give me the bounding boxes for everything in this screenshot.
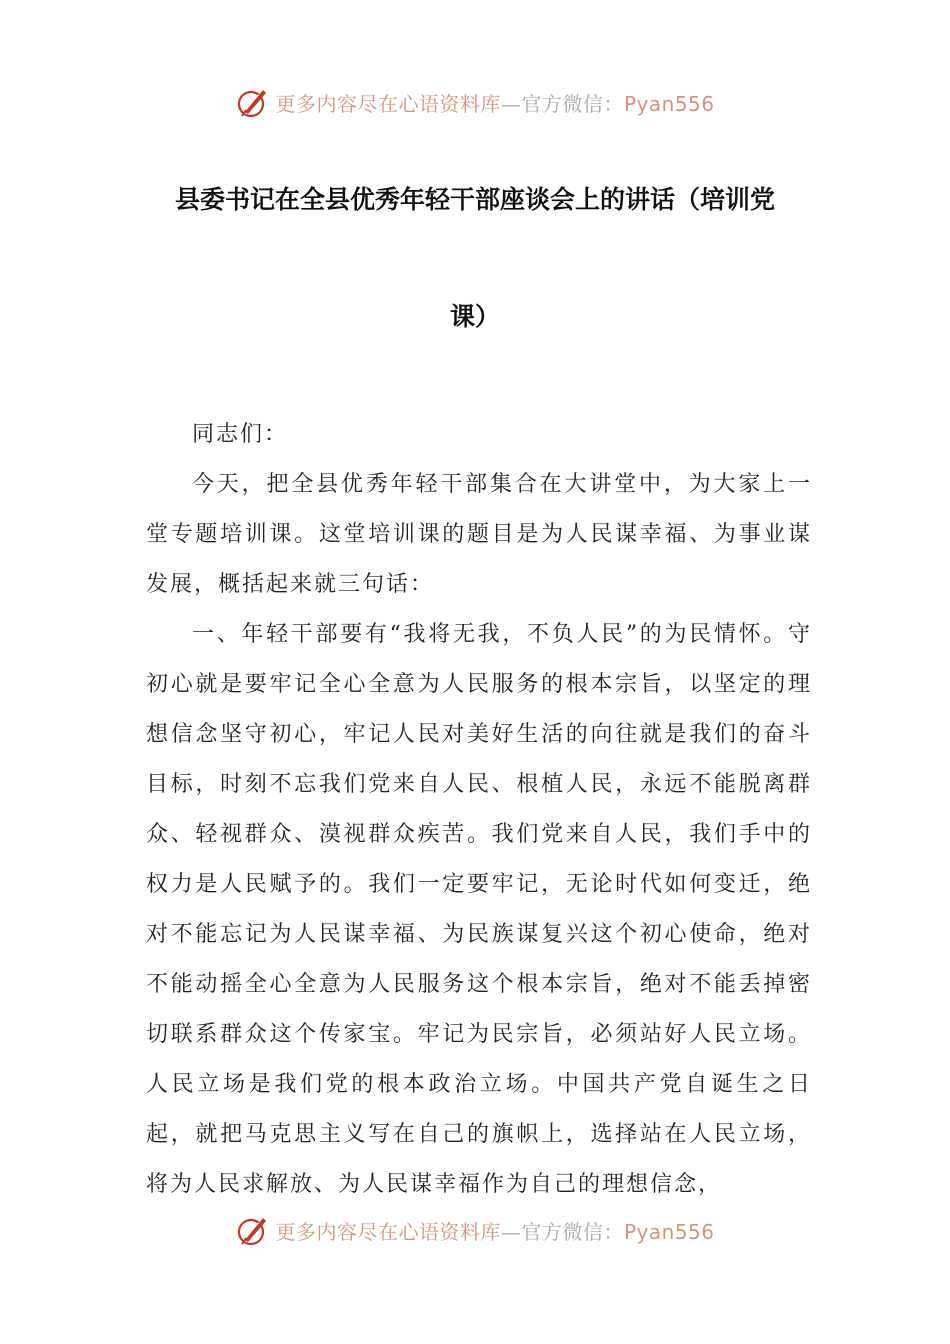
document-title-line-1: 县委书记在全县优秀年轻干部座谈会上的讲话（培训党 (174, 185, 775, 214)
document-title-line-2: 课） (449, 302, 500, 331)
watermark-wechat-label: 官方微信： (521, 91, 624, 116)
watermark-wechat-label: 官方微信： (521, 1219, 624, 1244)
salutation: 同志们： (192, 422, 289, 447)
watermark-text (275, 1216, 714, 1245)
watermark-account: Pyan556 (623, 91, 715, 116)
body-paragraph-1: 今天，把全县优秀年轻干部集合在大讲堂中，为大家上一堂专题培训课。这堂培训课的题目是为人民谋幸福、为事业谋发展，概括起来就三句话： (146, 472, 812, 597)
watermark-text (275, 88, 714, 117)
watermark-banner-top (0, 82, 950, 122)
watermark-banner-bottom (0, 1210, 950, 1250)
document-body (146, 410, 812, 1210)
watermark-account: Pyan556 (623, 1219, 715, 1244)
watermark-separator: — (500, 1219, 522, 1244)
watermark-separator: — (500, 91, 522, 116)
body-paragraph-2: 一、年轻干部要有“我将无我，不负人民”的为民情怀。守初心就是要牢记全心全意为人民服务的根本宗旨，以坚定的理想信念坚守初心，牢记人民对美好生活的向往就是我们的奋斗目标，时刻不忘我们党来自人民、根植人民，永远不能脱离群众、轻视群众、漠视群众疾苦。我们党来自人民，我们手中的权力是人民赋予的。我们一定要牢记，无论时代如何变迁，绝对不能忘记为人民谋幸福、为民族谋复兴这个初心使命，绝对不能动摇全心全意为人民服务这个根本宗旨，绝对不能丢掉密切联系群众这个传家宝。牢记为民宗旨，必须站好人民立场。人民立场是我们党的根本政治立场。中国共产党自诞生之日起，就把马克思主义写在自己的旗帜上，选择站在人民立场，将为人民求解放、为人民谋幸福作为自己的理想信念， (146, 622, 812, 1197)
quill-pen-logo-icon (235, 1212, 271, 1248)
watermark-brand: 更多内容尽在心语资料库 (275, 91, 501, 116)
quill-pen-logo-icon (235, 84, 271, 120)
watermark-brand: 更多内容尽在心语资料库 (275, 1219, 501, 1244)
